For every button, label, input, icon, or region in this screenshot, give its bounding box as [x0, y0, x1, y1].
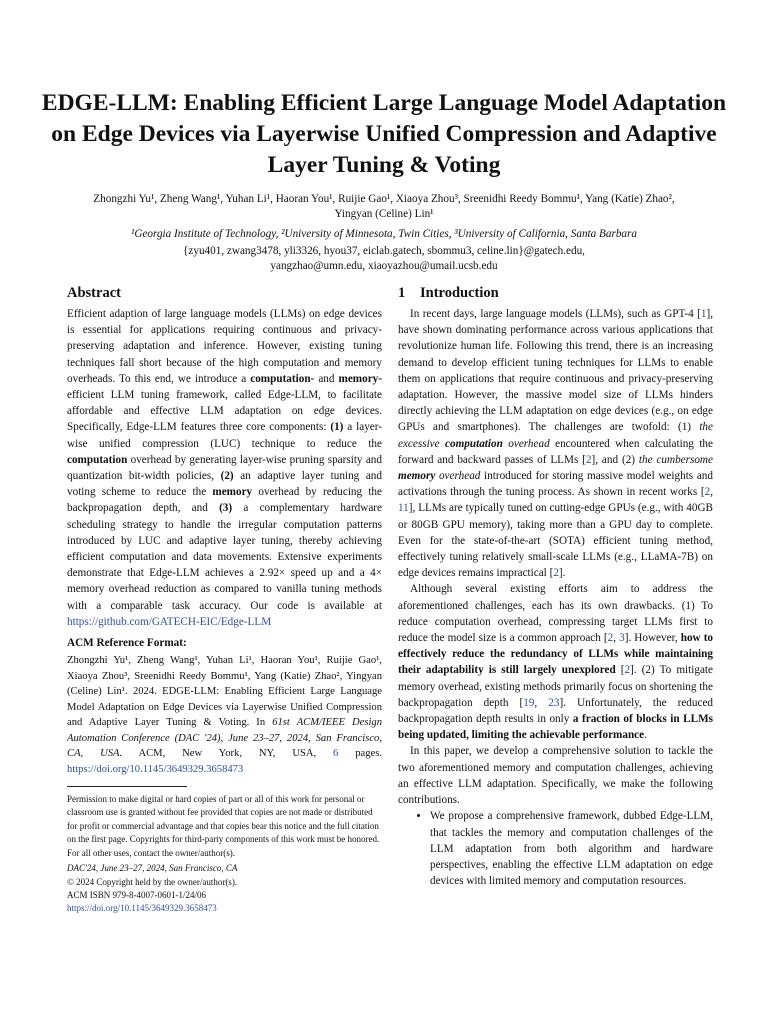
author-line-1: Zhongzhi Yu¹, Zheng Wang¹, Yuhan Li¹, Haoran You¹, Ruijie Gao¹, Xiaoya Zhou³, Sreenidhi Reedy Bommu¹, Yang (Katie) Zhao², — [93, 193, 675, 205]
doi-link[interactable]: https://doi.org/10.1145/3649329.3658473 — [67, 763, 244, 775]
contribution-list — [398, 808, 713, 889]
contribution-item: • We propose a comprehensive framework, dubbed Edge-LLM, that tackles the memory and computation challenges of the LLM adaptation from both algorithm and hardware perspectives, enabling the effective LLM adaptation on edge devices with limited memory and computation resources. — [430, 808, 713, 889]
email-line-2: yangzhao@umn.edu, xiaoyazhou@umail.ucsb.edu — [270, 260, 498, 272]
citation-link[interactable]: 23 — [548, 696, 560, 709]
affiliations: ¹Georgia Institute of Technology, ²University of Minnesota, Twin Cities, ³University of California, Santa Barbara — [131, 228, 637, 240]
citation-link[interactable]: 2 — [624, 664, 631, 677]
citation-link[interactable]: 3 — [619, 632, 625, 645]
citation-link[interactable]: 19 — [523, 696, 535, 709]
citation-link[interactable]: 2 — [553, 567, 559, 580]
introduction-heading: 1 Introduction — [398, 285, 499, 301]
copyright-footnote — [67, 793, 382, 916]
intro-paragraph-2: Although several existing efforts aim to address the aforementioned challenges, each has its own drawbacks. (1) To reduce computation overhead, compressing target LLMs first to reduce the model size is a common approach [2, 3]. However, how to effectively reduce the redundancy of LLMs while maintaining their adaptability is still largely unexplored [2]. (2) To mitigate memory overhead, existing methods primarily focus on shortening the backpropagation depth [19, 23]. Unfortunately, the reduced backpropagation depth results in only a fraction of blocks in LLMs being updated, limiting the achievable performance. — [398, 583, 714, 742]
author-emails — [60, 244, 708, 274]
acm-reference — [67, 636, 382, 777]
acm-reference-text: Zhongzhi Yu¹, Zheng Wang¹, Yuhan Li¹, Haoran You¹, Ruijie Gao¹, Xiaoya Zhou³, Sreenidhi Reedy Bommu¹, Yang (Katie) Zhao², Yingyan (Celine) Lin¹. 2024. EDGE-LLM: Enabling Efficient Large Language Model Adaptation on Edge Devices via Layerwise Unified Compression and Adaptive Layer Tuning & Voting. In 61st ACM/IEEE Design Automation Conference (DAC '24), June 23–27, 2024, San Francisco, CA, USA. ACM, New York, NY, USA, 6 pages. https://doi.org/10.1145/3649329.3658473 — [67, 655, 383, 775]
citation-link[interactable]: 2 — [704, 486, 711, 499]
email-line-1: {zyu401, zwang3478, yli3326, hyou37, eiclab.gatech, sbommu3, celine.lin}@gatech.edu, — [183, 245, 585, 257]
abstract-text: Efficient adaption of large language models (LLMs) on edge devices is essential for applications requiring continuous and privacy-preserving adaptation and inference. However, existing tuning techniques fall short because of the high computation and memory overheads. To this end, we introduce a computation- and memory-efficient LLM tuning framework, called Edge-LLM, to facilitate affordable and effective LLM adaptation on edge devices. Specifically, Edge-LLM features three core components: (1) a layer-wise unified compression (LUC) technique to reduce the computation overhead by generating layer-wise pruning sparsity and quantization bit-width policies, (2) an adaptive layer tuning and voting scheme to reduce the memory overhead by reducing the backpropagation depth, and (3) a complementary hardware scheduling strategy to handle the irregular computation patterns introduced by LUC and adaptive layer tuning, thereby achieving efficient computation and data movements. Extensive experiments demonstrate that Edge-LLM achieves a 2.92× speed up and a 4× memory overhead reduction as compared to vanilla tuning methods with a comparable task accuracy. Our code is available at https://github.com/GATECH-EIC/Edge-LLM — [67, 308, 382, 628]
acm-reference-heading: ACM Reference Format: — [67, 637, 187, 650]
page-count-link[interactable]: 6 — [333, 748, 339, 760]
citation-link[interactable]: 2 — [607, 632, 614, 645]
footnote-divider — [67, 786, 187, 787]
intro-paragraph-1: In recent days, large language models (LLMs), such as GPT-4 [1], have shown dominating performance across various applications that revolutionize human life. Following this trend, there is an increasing demand to develop efficient tuning techniques for LLMs to enable them on applications that require continuous and privacy-preserving adaptation. However, the massive model size of LLMs hinders directly achieving the LLM adaptation on edge devices (e.g., on edge GPUs and smartphones). The challenges are twofold: (1) the excessive computation overhead encountered when calculating the forward and backward passes of LLMs [2], and (2) the cumbersome memory overhead introduced for storing massive model weights and activations through the tuning process. As shown in recent works [2, 11], LLMs are typically tuned on cutting-edge GPUs (e.g., with 40GB or 80GB GPU memory), taking more than a GPU day to complete. Even for the state-of-the-art (SOTA) efficient tuning method, effectively tuning relatively small-scale LLMs (e.g., LLaMA-7B) on edge devices remains impractical [2]. — [398, 308, 713, 580]
author-list — [60, 192, 708, 222]
author-line-2: Yingyan (Celine) Lin¹ — [334, 208, 434, 220]
intro-paragraph-3: In this paper, we develop a comprehensive solution to tackle the two aforementioned memory and computation challenges, achieving an effective LLM adaptation. Specifically, we make the following contributions. — [398, 745, 713, 807]
conference-line: DAC'24, June 23–27, 2024, San Francisco, CA — [67, 863, 238, 874]
footnote-doi-link[interactable]: https://doi.org/10.1145/3649329.3658473 — [67, 903, 217, 914]
right-column — [398, 284, 713, 889]
paper-title: EDGE-LLM: Enabling Efficient Large Language Model Adaptation on Edge Devices via Layerwise Unified Compression and Adaptive Layer Tuning & Voting — [41, 90, 727, 178]
abstract-heading: Abstract — [67, 285, 121, 301]
citation-link[interactable]: 1 — [700, 308, 707, 320]
copyright-line: © 2024 Copyright held by the owner/author(s). — [67, 876, 238, 887]
left-column — [67, 284, 382, 916]
permission-notice: Permission to make digital or hard copies of part or all of this work for personal or classroom use is granted without fee provided that copies are not made or distributed for profit or commercial advantage and that copies bear this notice and the full citation on the first page. Copyrights for third-party components of this work must be honored. For all other uses, contact the owner/author(s). — [67, 794, 380, 858]
code-repo-link[interactable]: https://github.com/GATECH-EIC/Edge-LLM — [67, 615, 272, 628]
citation-link[interactable]: 2 — [585, 453, 592, 466]
citation-link[interactable]: 11 — [398, 502, 409, 515]
isbn-line: ACM ISBN 979-8-4007-0601-1/24/06 — [67, 889, 206, 900]
